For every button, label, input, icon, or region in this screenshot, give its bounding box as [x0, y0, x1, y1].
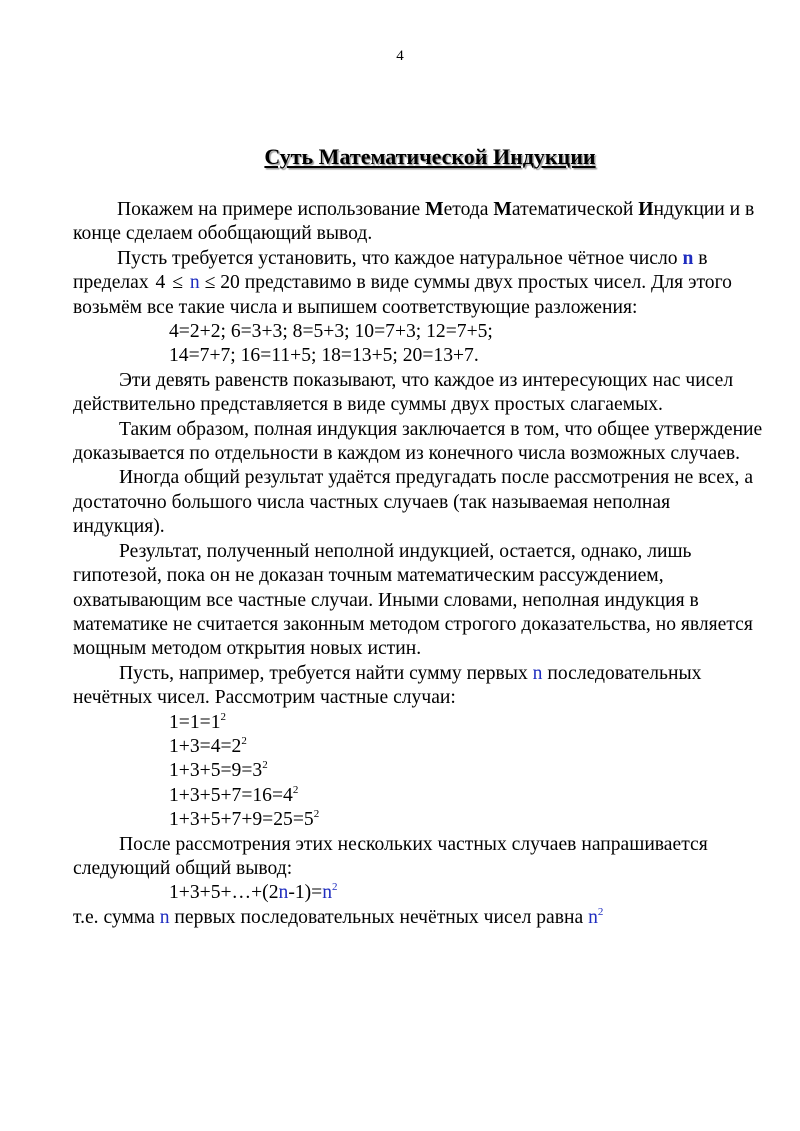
paragraph-full-induction: Таким образом, полная индукция заключается в том, что общее утверждение доказывается по отдельности в каждом из конечного числа возможных случаев.: [73, 418, 763, 465]
sum-case-5: $1+3+5+7+9=25=5^2$: [169, 808, 320, 831]
sum-case-4: $1+3+5+7=16=4^2$: [169, 783, 299, 806]
paragraph-hypothesis: Результат, полученный неполной индукцией, остается, однако, лишь гипотезой, пока он не доказан точным математическим рассуждением, охватывающим все частные случаи. Иными словами, неполная индукция в математике не считается законным методом строгого доказательства, но является мощным методом открытия новых истин.: [73, 540, 753, 660]
sum-case-2: $1+3=4=2^2$: [169, 734, 247, 757]
paragraph-incomplete-induction: Иногда общий результат удаётся предугадать после рассмотрения не всех, а достаточно большого числа частных случаев (так называемая неполная индукция).: [73, 467, 754, 538]
page-title: Суть Математической Индукции: [264, 144, 596, 169]
page-number: 4: [396, 48, 404, 64]
paragraph-intro: Покажем на примере использование Метода Математической Индукции и в конце сделаем обобщающий вывод.: [73, 199, 755, 245]
paragraph-nine-equalities: Эти девять равенств показывают, что каждое из интересующих нас чисел действительно представляется в виде суммы двух простых слагаемых.: [73, 369, 734, 416]
paragraph-odd-sum-task: Пусть, например, требуется найти сумму первых n последовательных нечётных чисел. Рассмотрим частные случаи:: [73, 662, 702, 709]
decomposition-line-2: 14=7+7; 16=11+5; 18=13+5; 20=13+7.: [169, 345, 479, 367]
conclusion-line: т.е. сумма n первых последовательных нечётных чисел равна $n^2$: [73, 905, 604, 928]
paragraph-task: Пусть требуется установить, что каждое натуральное чётное число n в пределах 4 ≤ n ≤ 20 представимо в виде суммы двух простых чисел. Для этого возьмём все такие числа и выпишем соответствующие разложения:: [73, 247, 732, 318]
general-formula: $1+3+5+\dots+(2n-1)=n^2$: [169, 881, 338, 904]
document-body: [73, 198, 763, 930]
paragraph-general-conclusion: После рассмотрения этих нескольких частных случаев напрашивается следующий общий вывод:: [73, 833, 708, 879]
sum-case-1: $1=1=1^2$: [169, 710, 226, 733]
decomposition-line-1: 4=2+2; 6=3+3; 8=5+3; 10=7+3; 12=7+5;: [169, 321, 493, 343]
sum-case-3: $1+3+5=9=3^2$: [169, 759, 268, 782]
